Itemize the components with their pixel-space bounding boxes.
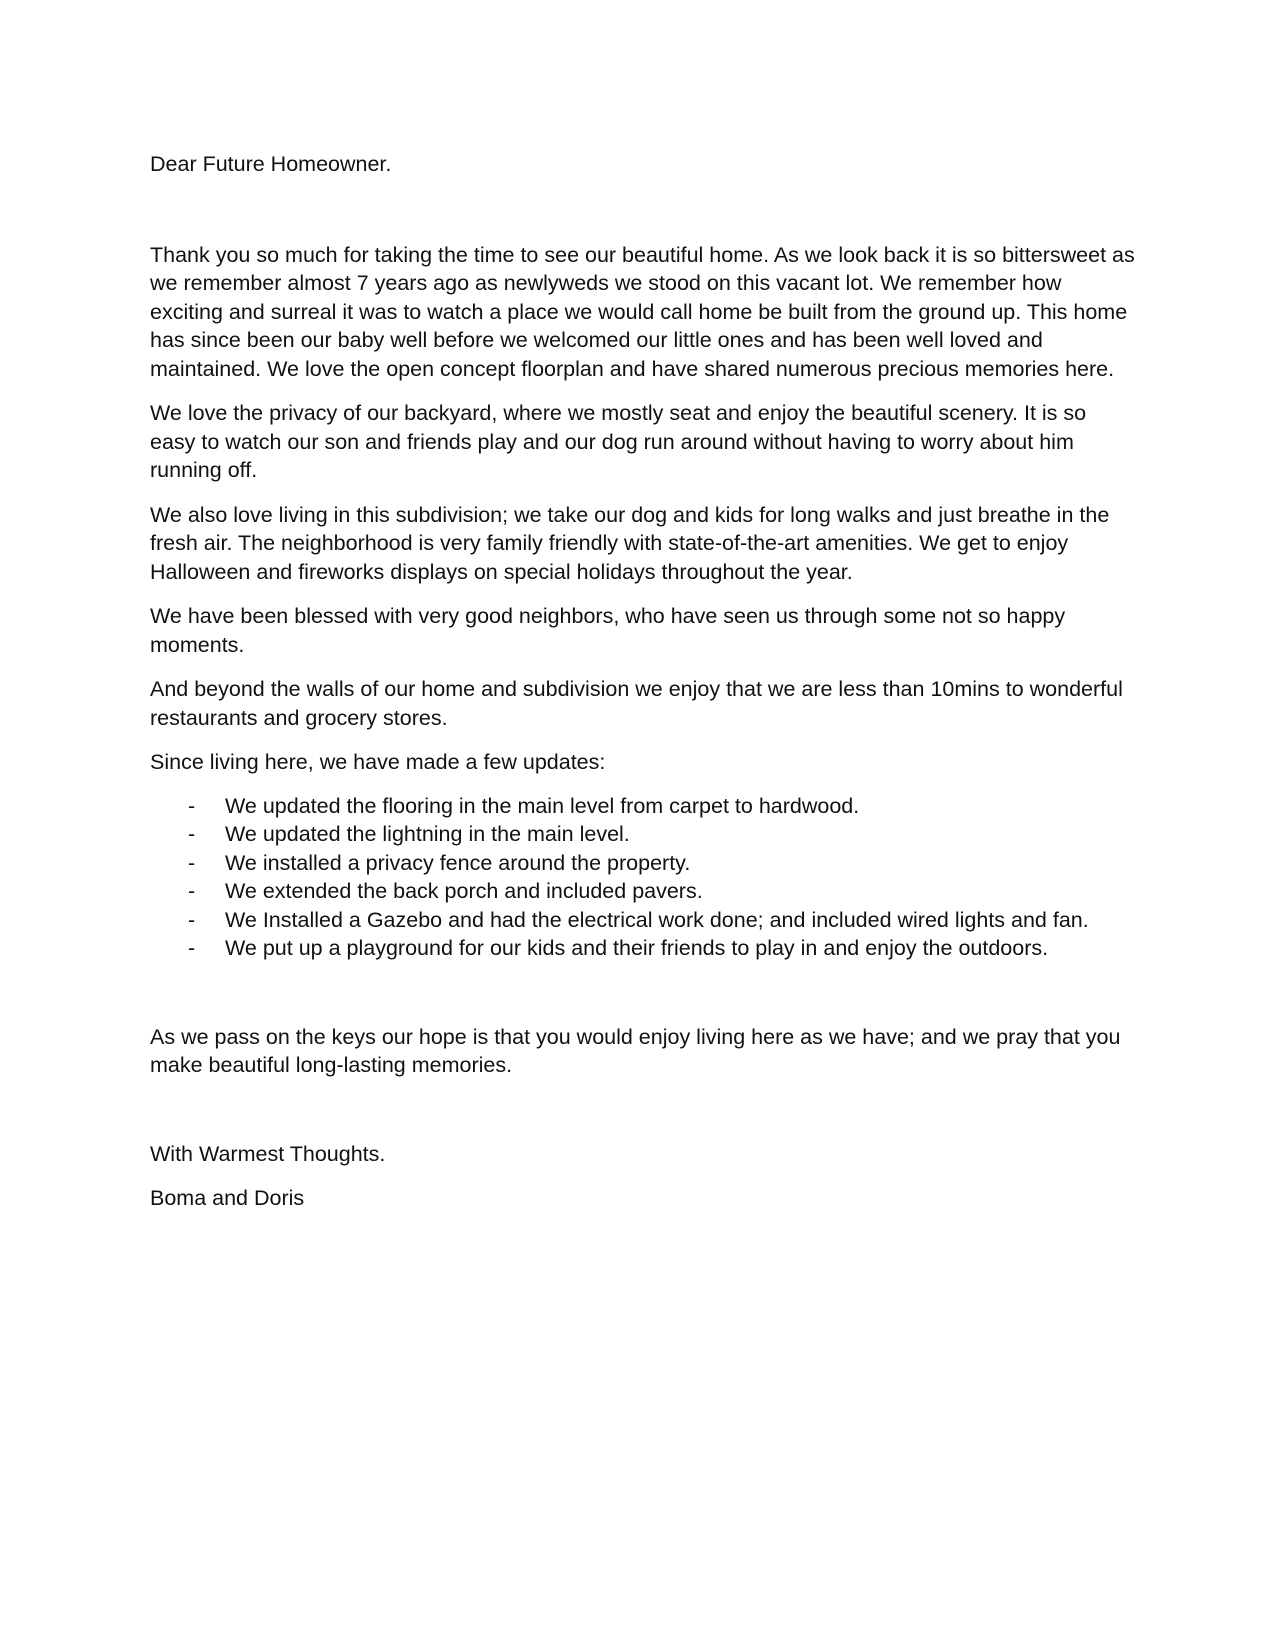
letter-signoff: With Warmest Thoughts. — [150, 1141, 386, 1166]
bullet-dash: - — [188, 879, 196, 903]
list-item — [150, 877, 1135, 906]
letter-greeting: Dear Future Homeowner. — [150, 152, 392, 176]
backyard-paragraph: We love the privacy of our backyard, where we mostly seat and enjoy the beautiful scenery. It is so easy to watch our son and friends play and our dog run around without having to worry about him running off. — [150, 401, 1087, 482]
list-item-text: We updated the lightning in the main level. — [225, 822, 630, 846]
list-item-text: We installed a privacy fence around the property. — [225, 850, 691, 875]
list-item-text: We updated the flooring in the main level from carpet to hardwood. — [225, 793, 860, 818]
list-item-text: We Installed a Gazebo and had the electrical work done; and included wired lights and fan. — [225, 907, 1089, 932]
subdivision-paragraph: We also love living in this subdivision; we take our dog and kids for long walks and just breathe in the fresh air. The neighborhood is very family friendly with state-of-the-art amenities. We get to enjoy Halloween and fireworks displays on special holidays throughout the year. — [150, 502, 1110, 584]
letter-page — [150, 150, 1135, 1213]
list-item — [150, 906, 1135, 935]
bullet-dash: - — [188, 850, 196, 875]
location-paragraph: And beyond the walls of our home and subdivision we enjoy that we are less than 10mins to wonderful restaurants and grocery stores. — [150, 677, 1123, 730]
bullet-dash: - — [188, 907, 196, 932]
bullet-dash: - — [188, 822, 196, 846]
list-item — [150, 820, 1135, 849]
updates-intro-paragraph: Since living here, we have made a few updates: — [150, 750, 606, 774]
list-item — [150, 792, 1135, 821]
list-item-text: We extended the back porch and included pavers. — [225, 879, 703, 903]
neighbors-paragraph: We have been blessed with very good neighbors, who have seen us through some not so happy moments. — [150, 604, 1066, 657]
updates-list — [150, 792, 1135, 963]
list-item — [150, 849, 1135, 878]
list-item-text: We put up a playground for our kids and their friends to play in and enjoy the outdoors. — [225, 936, 1049, 960]
intro-paragraph: Thank you so much for taking the time to see our beautiful home. As we look back it is so bittersweet as we remember almost 7 years ago as newlyweds we stood on this vacant lot. We remember how exciting and surreal it was to watch a place we would call home be built from the ground up. This home has since been our baby well before we welcomed our little ones and has been well loved and maintained. We love the open concept floorplan and have shared numerous precious memories here. — [150, 242, 1135, 381]
closing-paragraph: As we pass on the keys our hope is that you would enjoy living here as we have; and we pray that you make beautiful long-lasting memories. — [150, 1024, 1121, 1077]
list-item — [150, 934, 1135, 963]
bullet-dash: - — [188, 936, 196, 960]
bullet-dash: - — [188, 793, 196, 818]
letter-signature: Boma and Doris — [150, 1186, 305, 1210]
